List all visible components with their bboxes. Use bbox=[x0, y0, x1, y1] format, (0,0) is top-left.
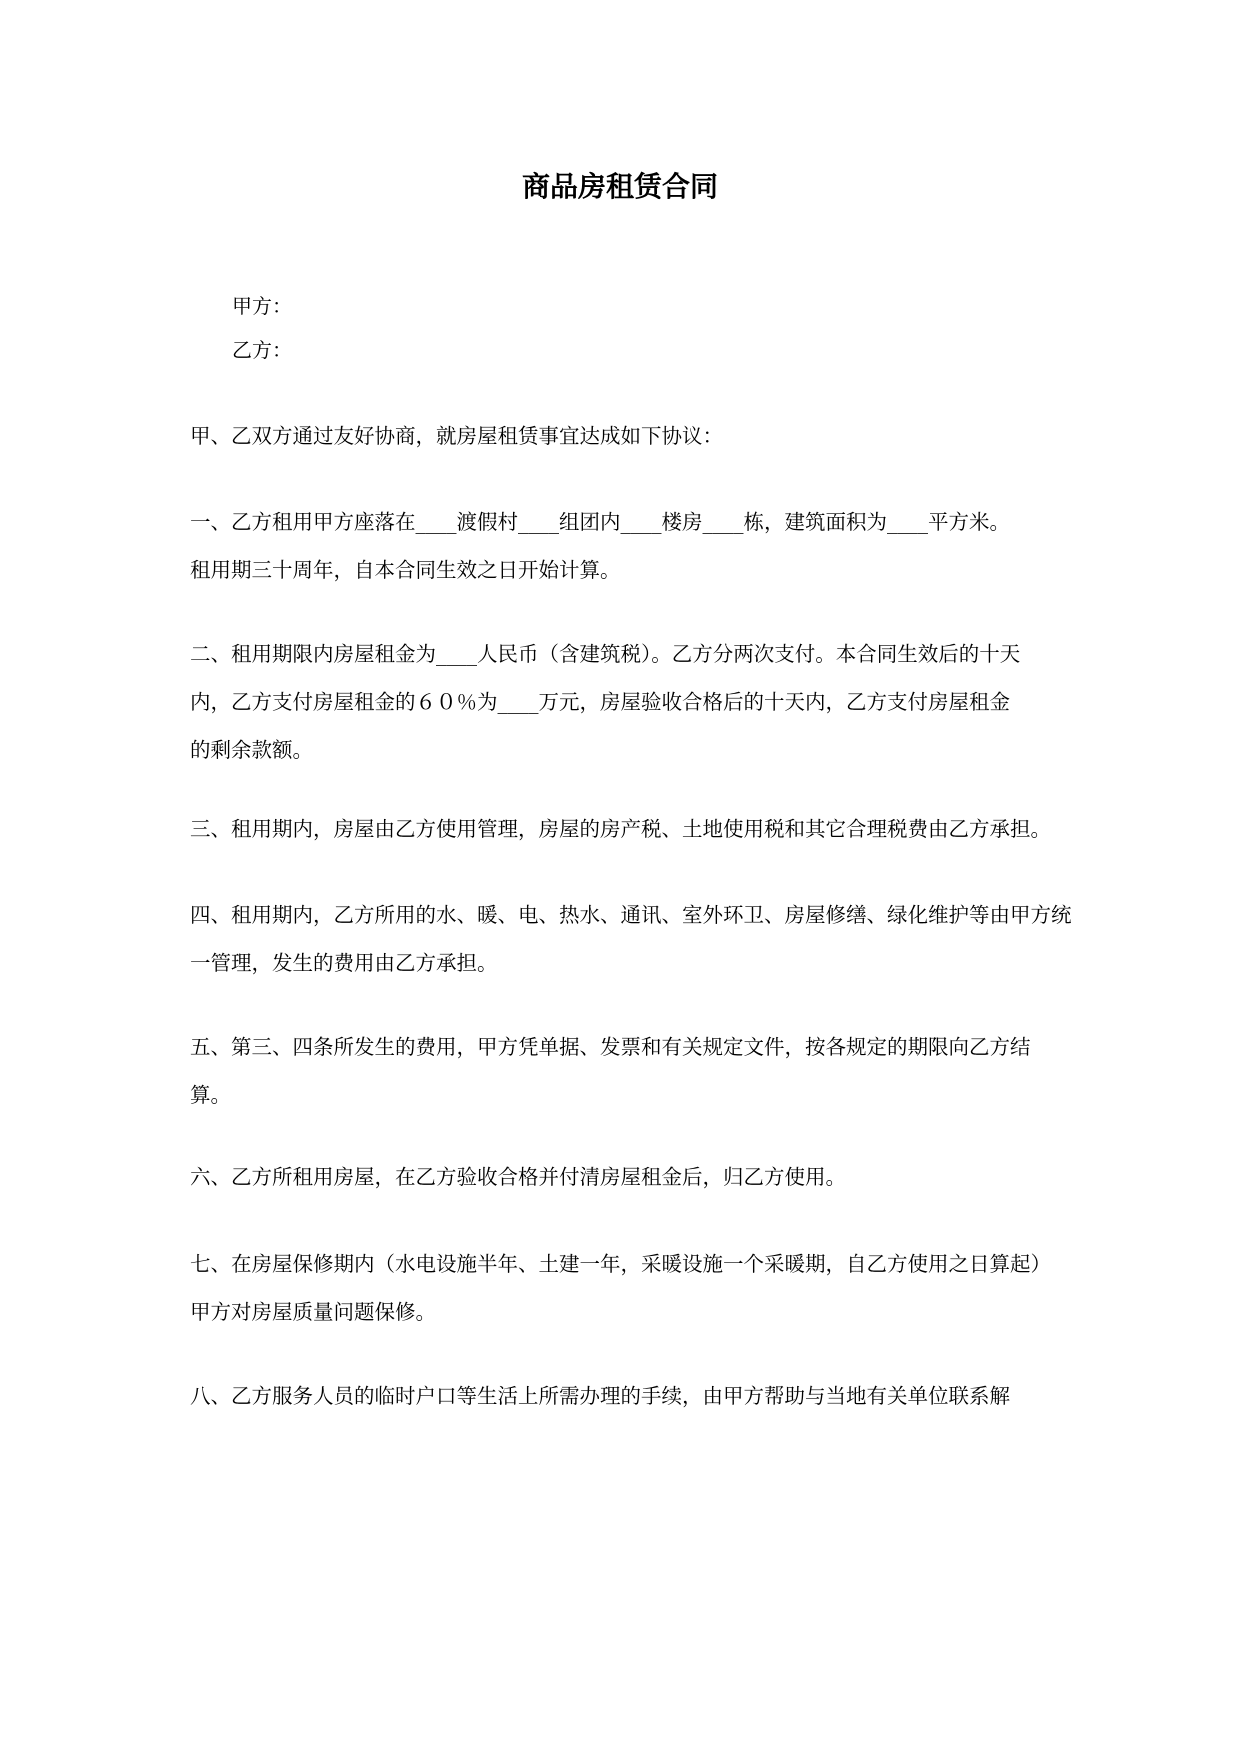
party-a-label: 甲方： bbox=[232, 294, 292, 318]
clause-line: 内，乙方支付房屋租金的６０％为____万元，房屋验收合格后的十天内，乙方支付房屋租金 bbox=[190, 690, 1010, 714]
preamble-line: 甲、乙双方通过友好协商，就房屋租赁事宜达成如下协议： bbox=[190, 424, 723, 448]
clause-5 bbox=[190, 1023, 1070, 1119]
party-b-label: 乙方： bbox=[232, 338, 292, 362]
clause-line: 甲方对房屋质量问题保修。 bbox=[190, 1300, 436, 1324]
clause-line: 二、租用期限内房屋租金为____人民币（含建筑税）。乙方分两次支付。本合同生效后的十天 bbox=[190, 642, 1021, 666]
clause-line: 一、乙方租用甲方座落在____渡假村____组团内____楼房____栋，建筑面积为____平方米。 bbox=[190, 510, 1010, 534]
clause-line: 八、乙方服务人员的临时户口等生活上所需办理的手续，由甲方帮助与当地有关单位联系解 bbox=[190, 1384, 1010, 1408]
document-title: 商品房租赁合同 bbox=[521, 170, 718, 203]
clause-line: 租用期三十周年，自本合同生效之日开始计算。 bbox=[190, 558, 621, 582]
clause-line: 七、在房屋保修期内（水电设施半年、土建一年，采暖设施一个采暖期，自乙方使用之日算起） bbox=[190, 1252, 1051, 1276]
clause-1 bbox=[190, 498, 1070, 594]
clause-7 bbox=[190, 1240, 1070, 1336]
preamble-paragraph bbox=[190, 412, 1070, 460]
clause-line: 三、租用期内，房屋由乙方使用管理，房屋的房产税、土地使用税和其它合理税费由乙方承担。 bbox=[190, 817, 1051, 841]
clause-3 bbox=[190, 805, 1070, 853]
clause-2 bbox=[190, 630, 1070, 774]
clause-4 bbox=[190, 891, 1070, 987]
clause-line: 五、第三、四条所发生的费用，甲方凭单据、发票和有关规定文件，按各规定的期限向乙方结 bbox=[190, 1035, 1031, 1059]
clause-line: 算。 bbox=[190, 1083, 231, 1107]
clause-line: 的剩余款额。 bbox=[190, 738, 313, 762]
clause-line: 一管理，发生的费用由乙方承担。 bbox=[190, 951, 498, 975]
clause-8 bbox=[190, 1372, 1070, 1420]
clause-line: 六、乙方所租用房屋，在乙方验收合格并付清房屋租金后，归乙方使用。 bbox=[190, 1165, 846, 1189]
clause-6 bbox=[190, 1153, 1070, 1201]
clause-line: 四、租用期内，乙方所用的水、暖、电、热水、通讯、室外环卫、房屋修缮、绿化维护等由甲方统 bbox=[190, 903, 1072, 927]
